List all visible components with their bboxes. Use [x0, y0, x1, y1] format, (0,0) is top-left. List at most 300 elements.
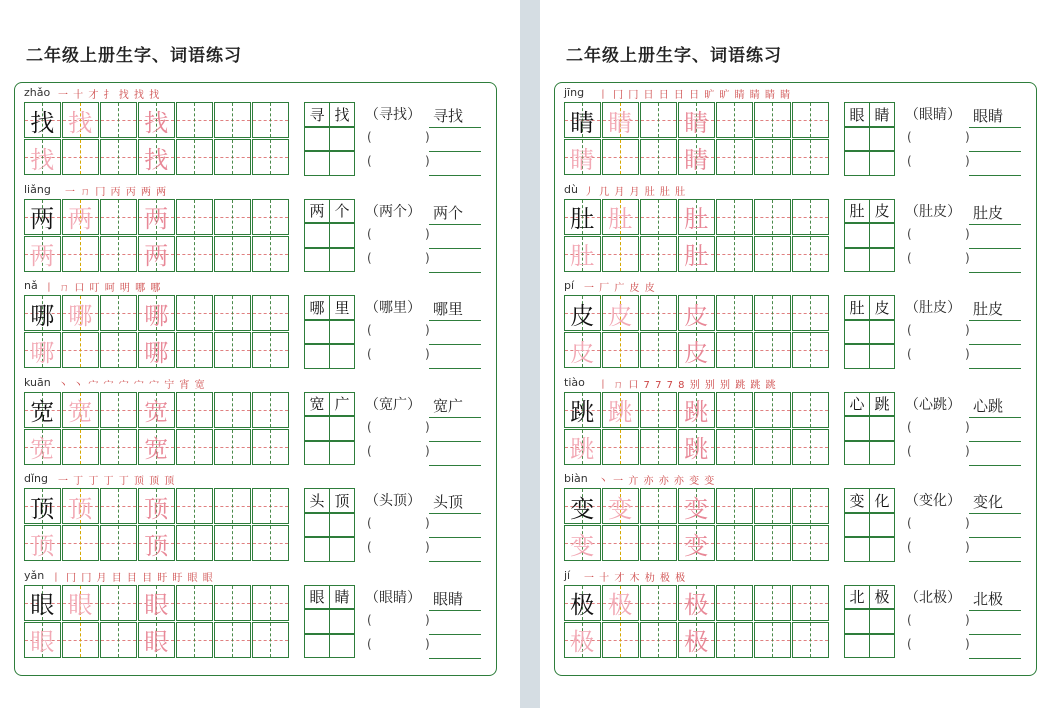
trace-character: 睛 [608, 108, 633, 137]
word-cell[interactable] [844, 320, 870, 345]
word-cell[interactable] [844, 609, 870, 634]
word-cell[interactable] [329, 223, 355, 248]
writing-cell[interactable] [100, 585, 137, 621]
word-cell[interactable] [304, 634, 330, 659]
writing-cell[interactable] [24, 585, 61, 621]
writing-cell[interactable] [214, 332, 251, 368]
writing-cell[interactable] [602, 332, 639, 368]
word-cell[interactable] [844, 634, 870, 659]
writing-cell[interactable] [602, 295, 639, 331]
writing-cell[interactable] [754, 488, 791, 524]
writing-cell[interactable] [100, 102, 137, 138]
writing-line[interactable] [429, 513, 481, 514]
writing-cell[interactable] [564, 102, 601, 138]
writing-cell[interactable] [564, 429, 601, 465]
writing-cell[interactable] [62, 332, 99, 368]
writing-cell[interactable] [214, 429, 251, 465]
writing-cell[interactable] [176, 488, 213, 524]
writing-cell[interactable] [100, 392, 137, 428]
word-cell[interactable] [304, 513, 330, 538]
writing-cell[interactable] [754, 392, 791, 428]
word-cell[interactable]: 皮 [869, 295, 895, 320]
word-cell[interactable]: 肚 [844, 199, 870, 224]
writing-cell[interactable] [716, 525, 753, 561]
writing-cell[interactable] [602, 236, 639, 272]
word-cell[interactable]: 寻 [304, 102, 330, 127]
writing-line[interactable] [429, 320, 481, 321]
writing-line[interactable] [969, 465, 1021, 466]
writing-cell[interactable] [24, 525, 61, 561]
writing-cell[interactable] [24, 392, 61, 428]
answer-word: 肚皮 [973, 203, 1004, 222]
writing-cell[interactable] [138, 102, 175, 138]
word-cell[interactable] [869, 248, 895, 273]
writing-line[interactable] [429, 537, 481, 538]
writing-grid [24, 585, 292, 659]
word-cell[interactable] [329, 441, 355, 466]
writing-cell[interactable] [214, 199, 251, 235]
trace-character: 肚 [608, 205, 633, 233]
writing-cell[interactable] [252, 585, 289, 621]
writing-line[interactable] [969, 224, 1021, 225]
word-cell[interactable] [869, 537, 895, 562]
trace-character: 极 [684, 591, 709, 619]
writing-cell[interactable] [716, 488, 753, 524]
word-cell[interactable]: 心 [844, 392, 870, 417]
trace-character: 皮 [684, 338, 709, 367]
word-cell[interactable] [304, 416, 330, 441]
writing-cell[interactable] [24, 295, 61, 331]
word-cell[interactable] [869, 127, 895, 152]
writing-cell[interactable] [138, 488, 175, 524]
word-cell[interactable]: 肚 [844, 295, 870, 320]
writing-cell[interactable] [176, 429, 213, 465]
writing-cell[interactable] [564, 295, 601, 331]
writing-cell[interactable] [716, 332, 753, 368]
writing-cell[interactable] [640, 295, 677, 331]
word-cell[interactable] [844, 537, 870, 562]
writing-cell[interactable] [678, 392, 715, 428]
writing-cell[interactable] [176, 585, 213, 621]
writing-line[interactable] [429, 127, 481, 128]
word-cell[interactable]: 睛 [869, 102, 895, 127]
word-cell[interactable] [869, 344, 895, 369]
writing-cell[interactable] [24, 139, 61, 175]
word-cell[interactable] [329, 320, 355, 345]
writing-cell[interactable] [176, 332, 213, 368]
writing-cell[interactable] [640, 525, 677, 561]
writing-cell[interactable] [24, 199, 61, 235]
writing-cell[interactable] [100, 199, 137, 235]
writing-cell[interactable] [792, 585, 829, 621]
writing-cell[interactable] [138, 622, 175, 658]
word-cell[interactable] [304, 609, 330, 634]
word-cell[interactable] [869, 634, 895, 659]
writing-cell[interactable] [640, 429, 677, 465]
writing-cell[interactable] [214, 102, 251, 138]
writing-cell[interactable] [754, 525, 791, 561]
writing-cell[interactable] [564, 139, 601, 175]
word-cell[interactable] [844, 151, 870, 176]
writing-cell[interactable] [678, 139, 715, 175]
writing-cell[interactable] [138, 585, 175, 621]
writing-line[interactable] [969, 441, 1021, 442]
word-cell[interactable] [329, 609, 355, 634]
writing-cell[interactable] [214, 488, 251, 524]
writing-cell[interactable] [62, 139, 99, 175]
writing-cell[interactable] [602, 525, 639, 561]
writing-line[interactable] [969, 175, 1021, 176]
word-cell[interactable]: 头 [304, 488, 330, 513]
model-character: 极 [570, 591, 595, 619]
word-cell[interactable] [329, 151, 355, 176]
writing-cell[interactable] [564, 199, 601, 235]
writing-line[interactable] [969, 610, 1021, 611]
writing-cell[interactable] [100, 332, 137, 368]
writing-cell[interactable] [716, 236, 753, 272]
writing-cell[interactable] [716, 392, 753, 428]
writing-cell[interactable] [252, 295, 289, 331]
writing-cell[interactable] [640, 199, 677, 235]
writing-cell[interactable] [792, 392, 829, 428]
stroke-order: 丶 一 亣 亦 亦 亦 变 变 [598, 476, 716, 487]
writing-line[interactable] [969, 320, 1021, 321]
writing-cell[interactable] [678, 332, 715, 368]
writing-cell[interactable] [640, 139, 677, 175]
writing-cell[interactable] [716, 585, 753, 621]
writing-line[interactable] [969, 272, 1021, 273]
writing-cell[interactable] [678, 585, 715, 621]
writing-cell[interactable] [678, 236, 715, 272]
writing-cell[interactable] [678, 199, 715, 235]
word-cell[interactable]: 顶 [329, 488, 355, 513]
word-cell[interactable] [304, 151, 330, 176]
writing-line[interactable] [969, 537, 1021, 538]
writing-line[interactable] [429, 561, 481, 562]
trace-character: 两 [30, 242, 55, 270]
stroke-order: 一 厂 广 皮 皮 [584, 283, 656, 294]
writing-cell[interactable] [252, 332, 289, 368]
writing-cell[interactable] [640, 585, 677, 621]
word-cell[interactable] [329, 537, 355, 562]
writing-cell[interactable] [564, 525, 601, 561]
writing-cell[interactable] [640, 488, 677, 524]
writing-cell[interactable] [62, 392, 99, 428]
writing-cell[interactable] [138, 525, 175, 561]
word-grid [304, 488, 356, 562]
word-cell[interactable]: 宽 [304, 392, 330, 417]
writing-cell[interactable] [792, 199, 829, 235]
writing-cell[interactable] [214, 525, 251, 561]
word-cell[interactable] [304, 223, 330, 248]
writing-cell[interactable] [716, 102, 753, 138]
writing-cell[interactable] [716, 199, 753, 235]
writing-cell[interactable] [252, 525, 289, 561]
word-cell[interactable] [869, 151, 895, 176]
word-cell[interactable]: 广 [329, 392, 355, 417]
word-cell[interactable]: 化 [869, 488, 895, 513]
writing-cell[interactable] [62, 585, 99, 621]
word-cell[interactable]: 睛 [329, 585, 355, 610]
writing-cell[interactable] [24, 236, 61, 272]
writing-line[interactable] [429, 344, 481, 345]
writing-cell[interactable] [24, 102, 61, 138]
writing-line[interactable] [429, 465, 481, 466]
writing-cell[interactable] [62, 525, 99, 561]
word-cell[interactable]: 极 [869, 585, 895, 610]
writing-cell[interactable] [792, 102, 829, 138]
writing-cell[interactable] [62, 295, 99, 331]
writing-cell[interactable] [176, 199, 213, 235]
word-cell[interactable] [844, 344, 870, 369]
writing-cell[interactable] [602, 392, 639, 428]
word-cell[interactable] [304, 248, 330, 273]
word-cell[interactable] [304, 320, 330, 345]
word-cell[interactable]: 皮 [869, 199, 895, 224]
word-cell[interactable] [329, 344, 355, 369]
pinyin-label: kuān [24, 375, 51, 389]
word-grid [304, 199, 356, 273]
writing-line[interactable] [429, 272, 481, 273]
writing-line[interactable] [969, 634, 1021, 635]
writing-cell[interactable] [792, 622, 829, 658]
writing-cell[interactable] [138, 236, 175, 272]
writing-cell[interactable] [564, 585, 601, 621]
writing-cell[interactable] [640, 392, 677, 428]
writing-cell[interactable] [100, 622, 137, 658]
writing-cell[interactable] [138, 199, 175, 235]
writing-cell[interactable] [252, 622, 289, 658]
word-cell[interactable]: 跳 [869, 392, 895, 417]
word-cell[interactable] [304, 537, 330, 562]
writing-cell[interactable] [678, 295, 715, 331]
writing-cell[interactable] [138, 332, 175, 368]
writing-cell[interactable] [252, 488, 289, 524]
writing-cell[interactable] [564, 488, 601, 524]
writing-cell[interactable] [252, 236, 289, 272]
writing-cell[interactable] [602, 622, 639, 658]
word-cell[interactable] [304, 127, 330, 152]
word-cell[interactable]: 找 [329, 102, 355, 127]
writing-cell[interactable] [100, 525, 137, 561]
writing-line[interactable] [429, 368, 481, 369]
word-cell[interactable] [869, 416, 895, 441]
writing-cell[interactable] [252, 392, 289, 428]
writing-cell[interactable] [100, 236, 137, 272]
word-cell[interactable] [869, 609, 895, 634]
word-cell[interactable]: 北 [844, 585, 870, 610]
writing-cell[interactable] [24, 488, 61, 524]
writing-cell[interactable] [214, 139, 251, 175]
writing-cell[interactable] [602, 139, 639, 175]
writing-cell[interactable] [564, 622, 601, 658]
writing-cell[interactable] [564, 392, 601, 428]
writing-line[interactable] [969, 248, 1021, 249]
writing-cell[interactable] [754, 139, 791, 175]
writing-cell[interactable] [214, 622, 251, 658]
pinyin-label: liǎng [24, 182, 51, 196]
writing-cell[interactable] [754, 332, 791, 368]
writing-cell[interactable] [214, 585, 251, 621]
writing-cell[interactable] [754, 622, 791, 658]
writing-line[interactable] [429, 248, 481, 249]
writing-cell[interactable] [100, 139, 137, 175]
word-cell[interactable] [844, 223, 870, 248]
writing-cell[interactable] [716, 429, 753, 465]
writing-cell[interactable] [252, 429, 289, 465]
word-cell[interactable] [869, 320, 895, 345]
trace-character: 两 [144, 242, 169, 270]
word-cell[interactable] [869, 441, 895, 466]
writing-line[interactable] [429, 151, 481, 152]
word-cell[interactable] [329, 248, 355, 273]
writing-line[interactable] [969, 368, 1021, 369]
writing-cell[interactable] [138, 392, 175, 428]
writing-cell[interactable] [678, 488, 715, 524]
writing-line[interactable] [429, 441, 481, 442]
word-cell[interactable] [329, 416, 355, 441]
writing-cell[interactable] [176, 295, 213, 331]
writing-cell[interactable] [640, 622, 677, 658]
practice-frame [554, 82, 1037, 676]
writing-cell[interactable] [24, 622, 61, 658]
writing-line[interactable] [429, 224, 481, 225]
writing-line[interactable] [429, 175, 481, 176]
writing-line[interactable] [969, 151, 1021, 152]
word-grid [304, 102, 356, 176]
writing-cell[interactable] [602, 102, 639, 138]
word-cell[interactable] [844, 513, 870, 538]
writing-cell[interactable] [792, 525, 829, 561]
writing-line[interactable] [429, 634, 481, 635]
word-cell[interactable] [329, 127, 355, 152]
writing-cell[interactable] [214, 295, 251, 331]
writing-cell[interactable] [792, 139, 829, 175]
writing-cell[interactable] [214, 392, 251, 428]
writing-line[interactable] [429, 610, 481, 611]
character-block: pí 一 厂 广 皮 皮 皮 皮 皮 皮 皮 肚 皮 （肚皮） ( ) ( ) 肚皮 [555, 276, 1036, 372]
writing-cell[interactable] [100, 429, 137, 465]
writing-cell[interactable] [678, 622, 715, 658]
writing-line[interactable] [969, 127, 1021, 128]
writing-cell[interactable] [100, 295, 137, 331]
writing-cell[interactable] [678, 429, 715, 465]
word-cell[interactable] [329, 513, 355, 538]
writing-cell[interactable] [252, 139, 289, 175]
writing-cell[interactable] [176, 236, 213, 272]
writing-cell[interactable] [716, 139, 753, 175]
writing-cell[interactable] [100, 488, 137, 524]
writing-cell[interactable] [754, 295, 791, 331]
writing-cell[interactable] [62, 488, 99, 524]
writing-cell[interactable] [602, 585, 639, 621]
writing-cell[interactable] [564, 332, 601, 368]
trace-character: 眼 [68, 591, 93, 619]
writing-line[interactable] [969, 344, 1021, 345]
writing-cell[interactable] [754, 199, 791, 235]
answer-word: 眼睛 [973, 107, 1004, 125]
word-cell[interactable] [844, 416, 870, 441]
writing-cell[interactable] [602, 429, 639, 465]
writing-cell[interactable] [138, 429, 175, 465]
writing-cell[interactable] [716, 295, 753, 331]
writing-cell[interactable] [792, 488, 829, 524]
writing-cell[interactable] [792, 236, 829, 272]
writing-line[interactable] [969, 513, 1021, 514]
writing-cell[interactable] [754, 429, 791, 465]
writing-cell[interactable] [138, 295, 175, 331]
word-cell[interactable] [869, 513, 895, 538]
writing-cell[interactable] [564, 236, 601, 272]
paren-word-text: 两个 [379, 203, 407, 220]
word-cell[interactable] [329, 634, 355, 659]
writing-cell[interactable] [176, 392, 213, 428]
word-cell[interactable]: 个 [329, 199, 355, 224]
writing-line[interactable] [969, 658, 1021, 659]
writing-cell[interactable] [62, 236, 99, 272]
trace-character: 宽 [30, 435, 55, 463]
answer-word: 北极 [973, 589, 1004, 608]
writing-cell[interactable] [138, 139, 175, 175]
character-block: dù 丿 几 月 月 肚 肚 肚 肚 肚 肚 肚 肚 肚 皮 （肚皮） ( ) ( ) 肚皮 [555, 180, 1036, 276]
writing-cell[interactable] [24, 332, 61, 368]
writing-cell[interactable] [678, 525, 715, 561]
writing-cell[interactable] [602, 488, 639, 524]
word-cell[interactable] [869, 223, 895, 248]
writing-cell[interactable] [176, 622, 213, 658]
writing-cell[interactable] [754, 102, 791, 138]
writing-cell[interactable] [792, 429, 829, 465]
writing-cell[interactable] [792, 295, 829, 331]
word-cell[interactable] [304, 441, 330, 466]
writing-line[interactable] [969, 561, 1021, 562]
word-cell[interactable] [844, 127, 870, 152]
word-cell[interactable]: 眼 [304, 585, 330, 610]
word-cell[interactable]: 眼 [844, 102, 870, 127]
writing-cell[interactable] [62, 622, 99, 658]
writing-cell[interactable] [176, 139, 213, 175]
writing-cell[interactable] [792, 332, 829, 368]
writing-cell[interactable] [716, 622, 753, 658]
writing-line[interactable] [429, 658, 481, 659]
writing-cell[interactable] [62, 102, 99, 138]
writing-cell[interactable] [24, 429, 61, 465]
writing-cell[interactable] [214, 236, 251, 272]
writing-cell[interactable] [176, 525, 213, 561]
writing-cell[interactable] [754, 236, 791, 272]
writing-cell[interactable] [754, 585, 791, 621]
writing-cell[interactable] [252, 102, 289, 138]
writing-cell[interactable] [640, 332, 677, 368]
word-cell[interactable]: 变 [844, 488, 870, 513]
writing-cell[interactable] [640, 102, 677, 138]
word-cell[interactable] [844, 441, 870, 466]
writing-cell[interactable] [678, 102, 715, 138]
writing-cell[interactable] [602, 199, 639, 235]
word-cell[interactable] [304, 344, 330, 369]
writing-cell[interactable] [176, 102, 213, 138]
word-cell[interactable]: 里 [329, 295, 355, 320]
writing-cell[interactable] [640, 236, 677, 272]
word-cell[interactable]: 两 [304, 199, 330, 224]
writing-line[interactable] [429, 417, 481, 418]
word-cell[interactable]: 哪 [304, 295, 330, 320]
word-cell[interactable] [844, 248, 870, 273]
writing-line[interactable] [969, 417, 1021, 418]
writing-cell[interactable] [252, 199, 289, 235]
writing-cell[interactable] [62, 429, 99, 465]
writing-cell[interactable] [62, 199, 99, 235]
